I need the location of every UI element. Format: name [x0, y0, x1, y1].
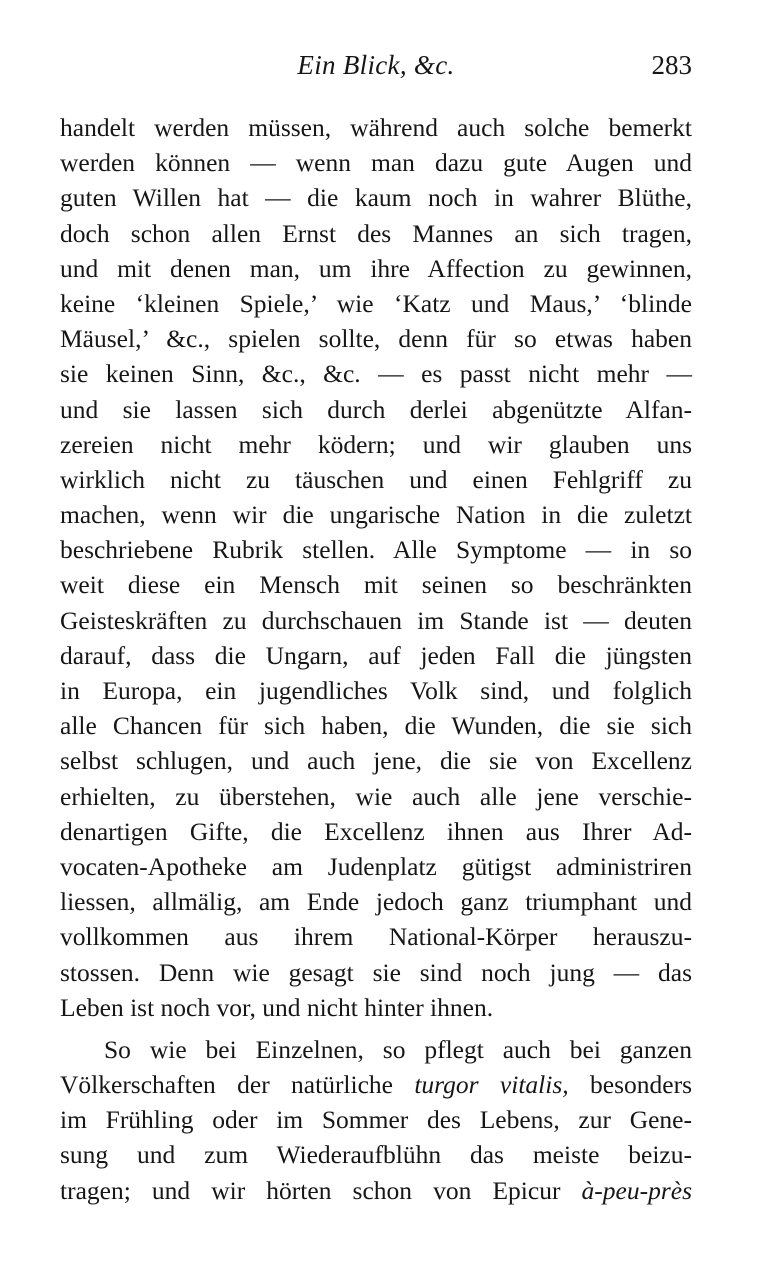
text-segment: denartigen Gifte, die Excellenz ihnen aus Ihrer Ad-	[60, 816, 692, 846]
text-line	[60, 1137, 692, 1172]
text-segment: vollkommen aus ihrem National-Körper herauszu-	[60, 922, 692, 952]
text-segment: handelt werden müssen, während auch solche bemerkt	[60, 113, 692, 142]
text-line	[60, 955, 692, 990]
text-line	[60, 673, 692, 708]
running-head	[60, 50, 692, 90]
italic-text: turgor vitalis,	[414, 1070, 569, 1100]
text-line	[60, 884, 692, 919]
text-line	[60, 321, 692, 356]
text-segment: stossen. Denn wie gesagt sie sind noch jung — das	[60, 957, 692, 987]
paragraph	[60, 110, 692, 1025]
text-line	[60, 779, 692, 814]
text-line	[60, 990, 692, 1025]
text-line	[60, 743, 692, 778]
text-line	[60, 145, 692, 180]
text-line	[60, 356, 692, 391]
running-title: Ein Blick, &c.	[297, 50, 455, 80]
text-segment: machen, wenn wir die ungarische Nation in die zuletzt	[60, 500, 692, 530]
text-line	[60, 638, 692, 673]
text-line	[60, 427, 692, 462]
text-segment: doch schon allen Ernst des Mannes an sich tragen,	[60, 218, 692, 248]
text-segment: keine ‘kleinen Spiele,’ wie ‘Katz und Maus,’ ‘blinde	[60, 288, 692, 318]
text-segment: sung und zum Wiederaufblühn das meiste beizu-	[60, 1140, 692, 1170]
text-line	[60, 567, 692, 602]
text-line	[60, 497, 692, 532]
text-line	[60, 919, 692, 954]
text-line	[60, 251, 692, 286]
text-line	[60, 180, 692, 215]
text-segment: werden können — wenn man dazu gute Augen und	[60, 148, 692, 178]
text-segment: beschriebene Rubrik stellen. Alle Symptome — in so	[60, 535, 692, 565]
text-line	[60, 392, 692, 427]
text-segment: weit diese ein Mensch mit seinen so beschränkten	[60, 570, 692, 600]
text-segment: liessen, allmälig, am Ende jedoch ganz triumphant und	[60, 887, 692, 917]
text-segment: besonders	[568, 1070, 692, 1100]
text-segment: zereien nicht mehr ködern; und wir glauben uns	[60, 429, 692, 459]
text-segment: und sie lassen sich durch derlei abgenützte Alfan-	[60, 394, 692, 424]
page-number: 283	[651, 50, 692, 80]
text-segment: selbst schlugen, und auch jene, die sie von Excellenz	[60, 746, 692, 776]
text-line	[60, 603, 692, 638]
text-segment: darauf, dass die Ungarn, auf jeden Fall die jüngsten	[60, 640, 692, 670]
text-segment: vocaten-Apotheke am Judenplatz gütigst administriren	[60, 851, 692, 881]
text-segment: So wie bei Einzelnen, so pflegt auch bei ganzen	[104, 1034, 692, 1064]
text-segment: Mäusel,’ &c., spielen sollte, denn für so etwas haben	[60, 324, 692, 354]
text-segment: sie keinen Sinn, &c., &c. — es passt nicht mehr —	[60, 359, 692, 389]
text-segment: in Europa, ein jugendliches Volk sind, und folglich	[60, 676, 692, 705]
text-segment: im Frühling oder im Sommer des Lebens, zur Gene-	[60, 1105, 692, 1135]
paragraph	[60, 1032, 692, 1208]
text-line	[60, 1032, 692, 1067]
text-segment: alle Chancen für sich haben, die Wunden, die sie sich	[60, 711, 692, 741]
text-segment: Geisteskräften zu durchschauen im Stande ist — deuten	[60, 605, 692, 635]
text-line	[60, 849, 692, 884]
text-segment: wirklich nicht zu täuschen und einen Fehlgriff zu	[60, 464, 692, 494]
text-line	[60, 286, 692, 321]
text-segment: erhielten, zu überstehen, wie auch alle jene verschie-	[60, 781, 692, 811]
text-segment: tragen; und wir hörten schon von Epicur	[60, 1175, 582, 1205]
text-segment: guten Willen hat — die kaum noch in wahrer Blüthe,	[60, 183, 692, 213]
italic-text: à-peu-près	[581, 1175, 692, 1205]
text-segment: und mit denen man, um ihre Affection zu gewinnen,	[60, 253, 692, 283]
text-segment: Völkerschaften der natürliche	[60, 1070, 415, 1100]
text-line	[60, 708, 692, 743]
text-line	[60, 462, 692, 497]
text-line	[60, 1102, 692, 1137]
text-segment: Leben ist noch vor, und nicht hinter ihnen.	[60, 992, 494, 1022]
text-line	[60, 814, 692, 849]
text-line	[60, 110, 692, 145]
text-line	[60, 216, 692, 251]
paragraph-gap	[60, 1025, 692, 1032]
text-line	[60, 1067, 692, 1102]
text-line	[60, 532, 692, 567]
text-line	[60, 1173, 692, 1208]
body-text	[60, 110, 692, 1208]
